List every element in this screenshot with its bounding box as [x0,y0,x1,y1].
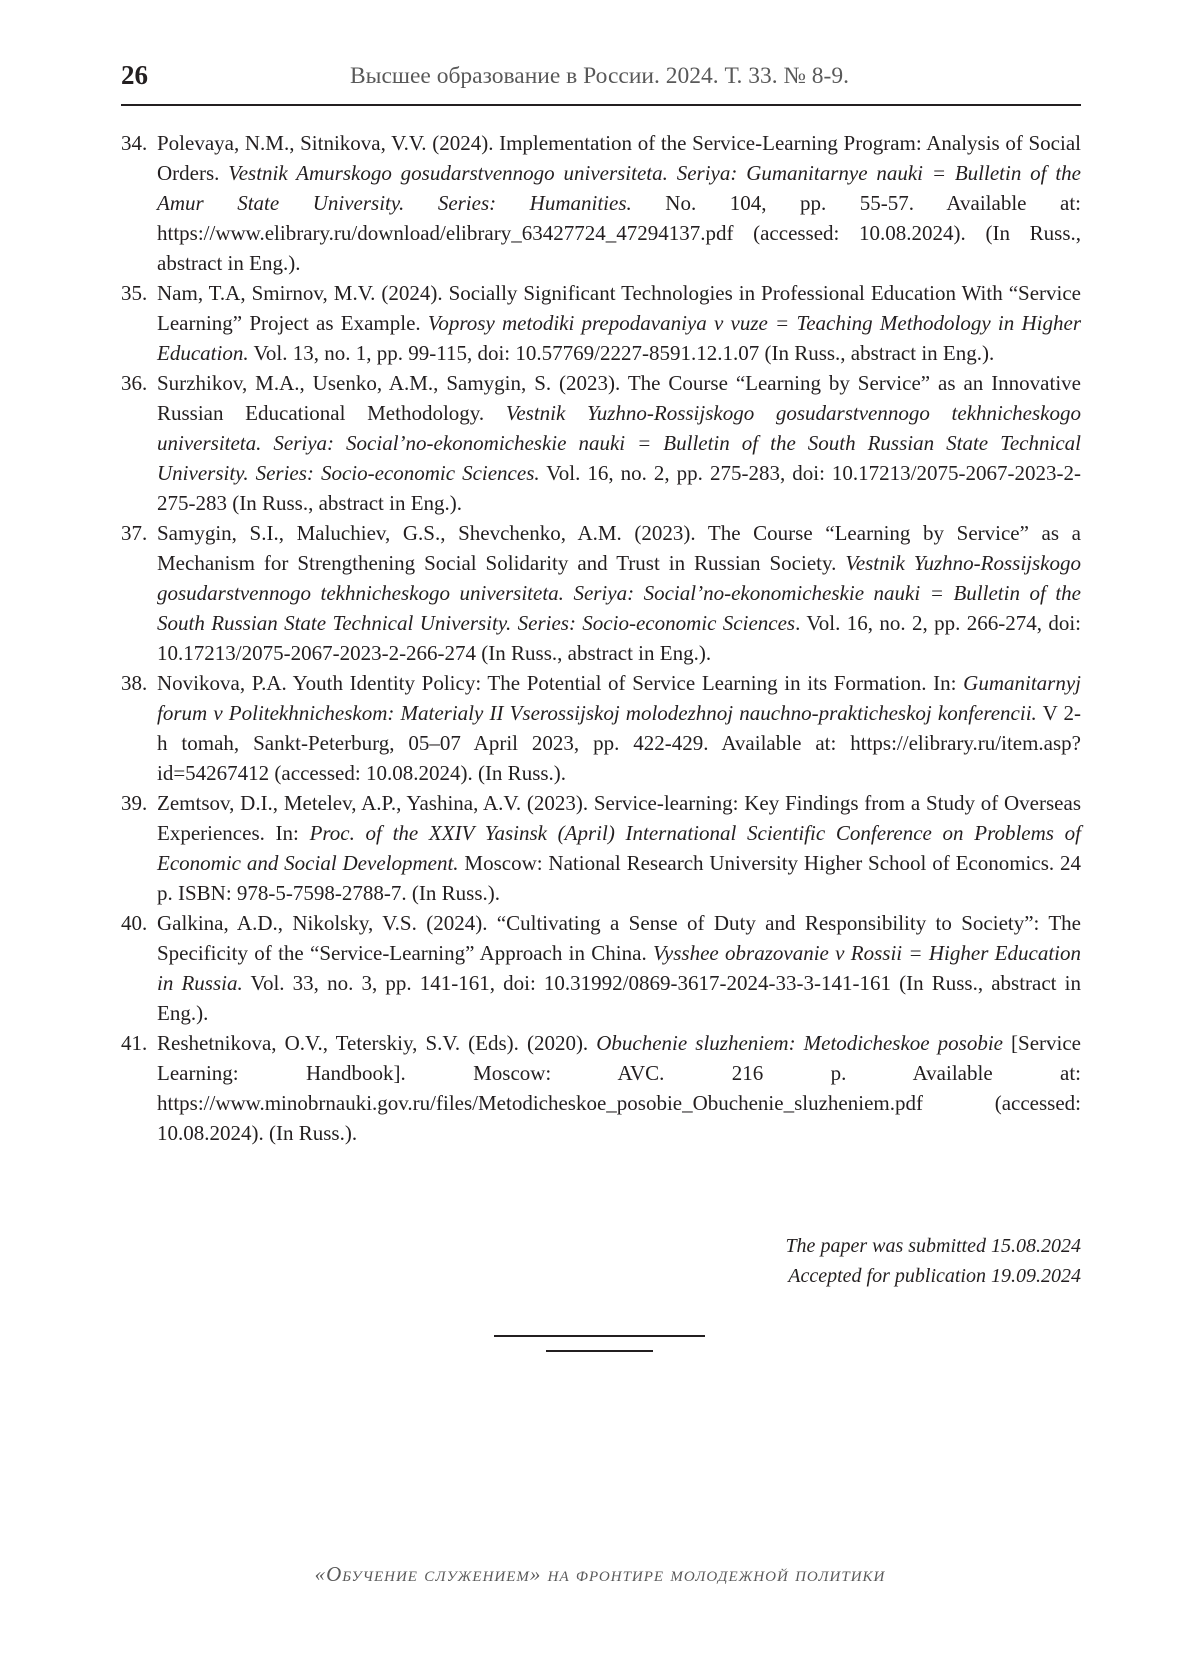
reference-source: Proc. of the XXIV Yasinsk (April) International Scientific Conference on Problems of Economic and Social Development. [157,821,1081,875]
article-running-footer: «Обучение служением» на фронтире молодежной политики [314,1562,886,1586]
reference-number: 36. [121,371,148,395]
reference-authors-title: Nam, T.A, Smirnov, M.V. (2024). Socially Significant Technologies in Professional Education With “Service Learning” Project as Example. [157,281,1081,335]
journal-running-title: Высшее образование в России. 2024. Т. 33. № 8-9. [350,63,849,89]
reference-number: 39. [121,791,148,815]
submission-dates [785,1231,1081,1291]
accepted-date: Accepted for publication 19.09.2024 [788,1265,1081,1287]
reference-details: Vol. 16, no. 2, pp. 275-283, doi: 10.17213/2075-2067-2023-2-275-283 (In Russ., abstract in Eng.). [157,461,1081,515]
reference-details: Vol. 33, no. 3, pp. 141-161, doi: 10.31992/0869-3617-2024-33-3-141-161 (In Russ., abstract in Eng.). [157,971,1081,1025]
end-rule-long [494,1335,705,1337]
reference-number: 40. [121,911,148,935]
reference-details: V 2-h tomah, Sankt-Peterburg, 05–07 April 2023, pp. 422-429. Available at: https://elibrary.ru/item.asp?id=54267412 (accessed: 10.08.2024). (In Russ.). [157,701,1081,785]
reference-item [121,788,1081,908]
reference-details: Vol. 13, no. 1, pp. 99-115, doi: 10.57769/2227-8591.12.1.07 (In Russ., abstract in Eng.). [248,341,995,365]
reference-source: Gumanitarnyj forum v Politekhnicheskom: Materialy II Vserossijskoj molodezhnoj nauchno-prakticheskoj konferencii. [157,671,1081,725]
reference-source: Vestnik Yuzhno-Rossijskogo gosudarstvennogo tekhnicheskogo universiteta. Seriya: Social’no-ekonomicheskie nauki = Bulletin of the South Russian State Technical University. Series: Socio-economic Sciences [157,551,1081,635]
reference-authors-title: Galkina, A.D., Nikolsky, V.S. (2024). “Cultivating a Sense of Duty and Responsibility to Society”: The Specificity of the “Service-Learning” Approach in China. [157,911,1081,965]
reference-details: [Service Learning: Handbook]. Moscow: AVC. 216 p. Available at: https://www.minobrnauki.gov.ru/files/Metodicheskoe_posobie_Obuchenie_sluzheniem.pdf (accessed: 10.08.2024). (In Russ.). [157,1031,1082,1145]
reference-authors-title: Zemtsov, D.I., Metelev, A.P., Yashina, A.V. (2023). Service-learning: Key Findings from a Study of Overseas Experiences. In: [157,791,1081,845]
page-number: 26 [121,60,148,90]
end-rule-short [546,1350,653,1352]
reference-item [121,128,1081,278]
reference-item [121,518,1081,668]
reference-authors-title: Surzhikov, M.A., Usenko, A.M., Samygin, S. (2023). The Course “Learning by Service” as an Innovative Russian Educational Methodology. [157,371,1081,425]
reference-item [121,368,1081,518]
reference-details: . Vol. 16, no. 2, pp. 266-274, doi: 10.17213/2075-2067-2023-2-266-274 (In Russ., abstract in Eng.). [157,611,1082,665]
submitted-date: The paper was submitted 15.08.2024 [785,1235,1081,1257]
reference-number: 37. [121,521,148,545]
header-rule [121,104,1081,106]
reference-number: 38. [121,671,148,695]
reference-number: 35. [121,281,148,305]
reference-number: 34. [121,131,148,155]
reference-details: Moscow: National Research University Higher School of Economics. 24 p. ISBN: 978-5-7598-2788-7. (In Russ.). [157,851,1081,905]
reference-source: Vysshee obrazovanie v Rossii = Higher Education in Russia. [157,941,1081,995]
reference-authors-title: Reshetnikova, O.V., Teterskiy, S.V. (Eds). (2020). [157,1031,597,1055]
reference-source: Vestnik Yuzhno-Rossijskogo gosudarstvennogo tekhnicheskogo universiteta. Seriya: Social’no-ekonomicheskie nauki = Bulletin of the South Russian State Technical University. Series: Socio-economic Sciences. [157,401,1081,485]
reference-authors-title: Novikova, P.A. Youth Identity Policy: The Potential of Service Learning in its Formation. In: [157,671,964,695]
reference-authors-title: Polevaya, N.M., Sitnikova, V.V. (2024). Implementation of the Service-Learning Program: Analysis of Social Orders. [157,131,1081,185]
reference-source: Obuchenie sluzheniem: Metodicheskoe posobie [596,1031,1003,1055]
reference-item [121,908,1081,1028]
reference-source: Voprosy metodiki prepodavaniya v vuze = Teaching Methodology in Higher Education. [157,311,1081,365]
reference-item [121,668,1081,788]
reference-item [121,278,1081,368]
reference-item [121,1028,1081,1148]
reference-source: Vestnik Amurskogo gosudarstvennogo universiteta. Seriya: Gumanitarnye nauki = Bulletin of the Amur State University. Series: Humanities. [157,161,1081,215]
reference-number: 41. [121,1031,148,1055]
reference-authors-title: Samygin, S.I., Maluchiev, G.S., Shevchenko, A.M. (2023). The Course “Learning by Service” as a Mechanism for Strengthening Social Solidarity and Trust in Russian Society. [157,521,1081,575]
reference-list [121,128,1081,1148]
reference-details: No. 104, pp. 55-57. Available at: https://www.elibrary.ru/download/elibrary_63427724_47294137.pdf (accessed: 10.08.2024). (In Russ., abstract in Eng.). [157,191,1081,275]
